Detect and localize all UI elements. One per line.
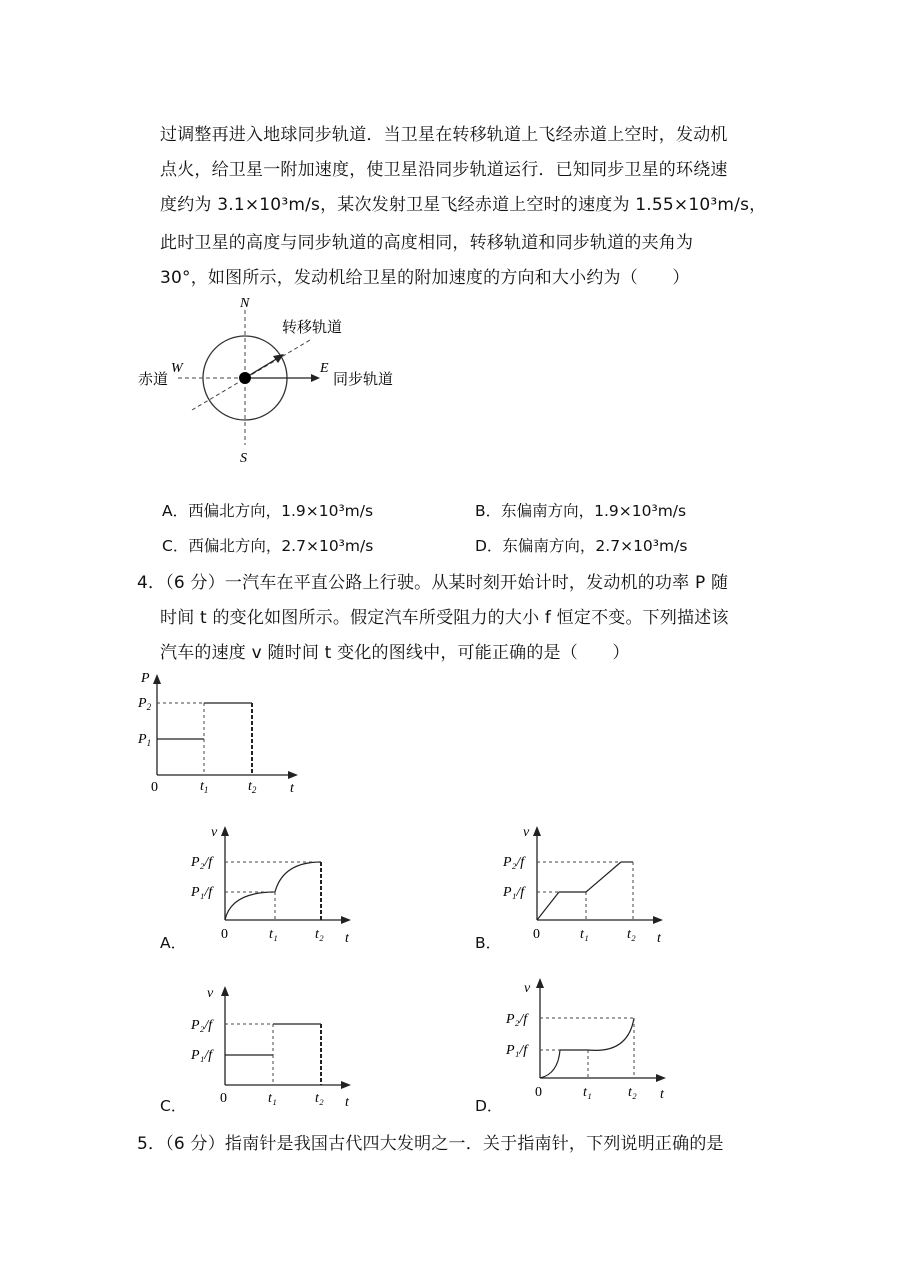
option-a-graph[interactable] [185,820,365,950]
q3-option-c[interactable]: C．西偏北方向，2.7×10³m/s [162,537,374,555]
t2-label: t [248,779,252,794]
q3-option-a[interactable]: A．西偏北方向，1.9×10³m/s [162,502,374,520]
q3-line-2: 点火，给卫星一附加速度，使卫星沿同步轨道运行．已知同步卫星的环绕速 [160,160,728,180]
p1f-label: P₁/f [503,885,525,900]
origin-label: 0 [221,927,228,942]
equator-label: 赤道 [138,370,169,388]
q4-line-2: 时间 t 的变化如图所示。假定汽车所受阻力的大小 f 恒定不变。下列描述该 [160,608,729,628]
t2-sub: 2 [251,785,257,795]
q4-line-3: 汽车的速度 v 随时间 t 变化的图线中，可能正确的是（ ） [160,643,630,663]
t1-label: t₁ [269,927,278,942]
p-origin-label: 0 [151,780,158,795]
q4-option-b-label[interactable]: B． [475,934,502,952]
svg-text:P2 [137,696,152,712]
p1f-label: P₁/f [506,1043,528,1058]
transfer-orbit-label: 转移轨道 [282,318,343,336]
svg-text:P1 [137,732,151,748]
v-axis-label: v [524,981,531,996]
p2-sub: 2 [146,702,152,712]
p2f-label: P₂/f [191,855,213,870]
svg-text:t1 [200,779,208,795]
q4-option-a-label[interactable]: A． [160,934,187,952]
t-axis-label: t [345,931,349,946]
origin-label: 0 [533,927,540,942]
south-label: S [240,451,247,466]
q4-option-c-label[interactable]: C． [160,1097,187,1115]
t2-label: t₂ [628,1085,637,1100]
t2-label: t₂ [627,927,636,942]
v-axis-label: v [207,986,214,1001]
t1-label: t₁ [580,927,589,942]
q5-line-1: 5．（6 分）指南针是我国古代四大发明之一．关于指南针，下列说明正确的是 [137,1134,724,1154]
q3-option-d[interactable]: D．东偏南方向，2.7×10³m/s [475,537,688,555]
q3-line-1: 过调整再进入地球同步轨道．当卫星在转移轨道上飞经赤道上空时，发动机 [160,125,728,145]
t2-label: t₂ [315,1091,324,1106]
t2-label: t₂ [315,927,324,942]
q3-line-5: 30°，如图所示，发动机给卫星的附加速度的方向和大小约为（ ） [160,268,690,288]
v-axis-label: v [523,825,530,840]
p1-sub: 1 [146,738,152,748]
p1-label: P [138,732,147,747]
option-c-graph[interactable] [185,980,365,1110]
option-b-graph[interactable] [497,820,677,950]
v-axis-label: v [211,825,218,840]
t1-sub: 1 [203,785,209,795]
p2f-label: P₂/f [503,855,525,870]
q4-line-1: 4．（6 分）一汽车在平直公路上行驶。从某时刻开始计时，发动机的功率 P 随 [137,573,729,593]
sync-orbit-label: 同步轨道 [333,370,394,388]
power-time-graph [130,670,330,800]
option-d-graph[interactable] [500,970,680,1105]
west-label: W [171,361,183,376]
t-axis-label: t [345,1095,349,1110]
t1-label: t₁ [268,1091,277,1106]
p1f-label: P₁/f [191,885,213,900]
north-label: N [240,296,250,311]
q3-option-b[interactable]: B．东偏南方向，1.9×10³m/s [475,502,687,520]
q3-line-3: 度约为 3.1×10³m/s，某次发射卫星飞经赤道上空时的速度为 1.55×10³m/s， [160,195,767,215]
p2f-label: P₂/f [191,1018,213,1033]
t1-label: t [200,779,204,794]
east-label: E [320,361,329,376]
q3-line-4: 此时卫星的高度与同步轨道的高度相同，转移轨道和同步轨道的夹角为 [160,233,694,253]
t1-label: t₁ [583,1085,592,1100]
svg-text:t2 [248,779,257,795]
t-axis-label: t [657,931,661,946]
p2f-label: P₂/f [506,1012,528,1027]
p1f-label: P₁/f [191,1048,213,1063]
orbit-diagram [130,290,420,470]
origin-label: 0 [535,1085,542,1100]
t-axis-label: t [660,1087,664,1102]
p2-label: P [138,696,147,711]
p-axis-label: P [141,671,150,686]
origin-label: 0 [220,1091,227,1106]
q4-option-d-label[interactable]: D． [475,1097,503,1115]
t-axis-label: t [290,781,294,796]
